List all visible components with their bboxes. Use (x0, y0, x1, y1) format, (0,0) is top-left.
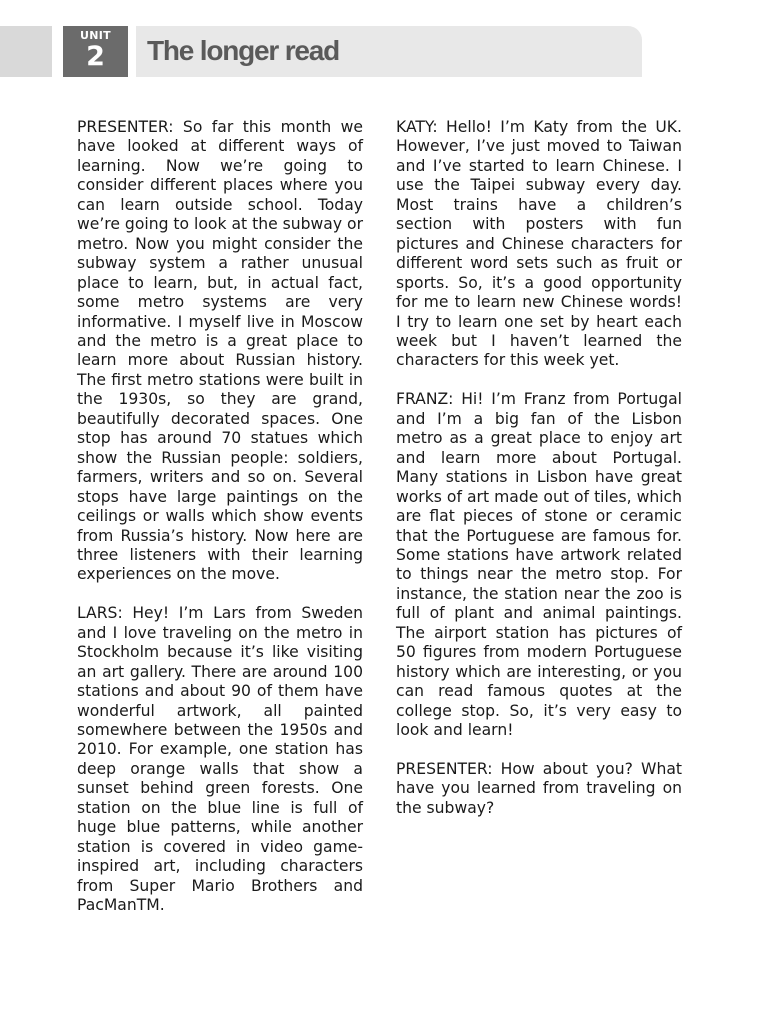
left-margin-bar (0, 26, 52, 77)
paragraph-katy: KATY: Hello! I’m Katy from the UK. However, I’ve just moved to Taiwan and I’ve started to learn Chinese. I use the Taipei subway every day. Most trains have a children’s section with posters with fun pictures and Chinese characters for different word sets such as fruit or sports. So, it’s a good opportunity for me to learn new Chinese words! I try to learn one set by heart each week but I haven’t learned the characters for this week yet. (396, 118, 682, 370)
paragraph-lars: LARS: Hey! I’m Lars from Sweden and I love traveling on the metro in Stockholm because it’s like visiting an art gallery. There are around 100 stations and about 90 of them have wonderful artwork, all painted somewhere between the 1950s and 2010. For example, one station has deep orange walls that show a sunset behind green forests. One station on the blue line is full of huge blue patterns, while another station is covered in video game-inspired art, including characters from Super Mario Brothers and PacManTM. (77, 604, 363, 915)
unit-label: UNIT (80, 29, 111, 42)
paragraph-franz: FRANZ: Hi! I’m Franz from Portugal and I’m a big fan of the Lisbon metro as a great place to enjoy art and learn more about Portugal. Many stations in Lisbon have great works of art made out of tiles, which are flat pieces of stone or ceramic that the Portuguese are famous for. Some stations have artwork related to things near the metro stop. For instance, the station near the zoo is full of plant and animal paintings. The airport station has pictures of 50 figures from modern Portuguese history which are interesting, or you can read famous quotes at the college stop. So, it’s very easy to look and learn! (396, 390, 682, 740)
page-title: The longer read (147, 35, 340, 66)
unit-badge (63, 26, 128, 77)
paragraph-presenter-intro: PRESENTER: So far this month we have looked at different ways of learning. Now we’re going to consider different places where you can learn outside school. Today we’re going to look at the subway or metro. Now you might consider the subway system a rather unusual place to learn, but, in actual fact, some metro systems are very informative. I myself live in Moscow and the metro is a great place to learn more about Russian history. The first metro stations were built in the 1930s, so they are grand, beautifully decorated spaces. One stop has around 70 statues which show the Russian people: soldiers, farmers, writers and so on. Several stops have large paintings on the ceilings or walls which show events from Russia’s history. Now here are three listeners with their learning experiences on the move. (77, 118, 363, 584)
paragraph-presenter-closing: PRESENTER: How about you? What have you learned from traveling on the subway? (396, 759, 682, 817)
left-text-column (77, 118, 363, 935)
right-text-column (396, 118, 682, 838)
title-banner (136, 26, 642, 77)
unit-number: 2 (86, 41, 105, 72)
